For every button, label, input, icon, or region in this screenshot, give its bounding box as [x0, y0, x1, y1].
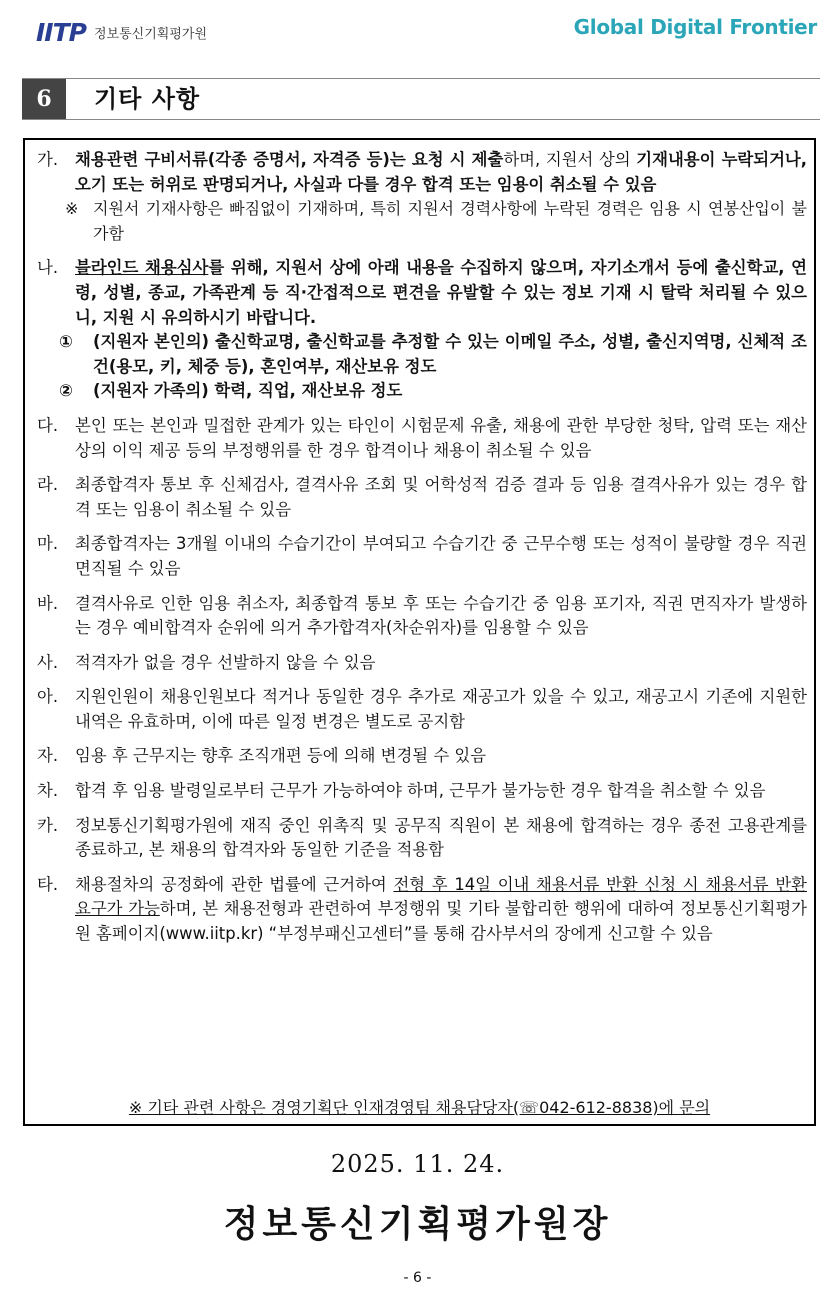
- item-label: 아.: [37, 687, 59, 707]
- list-item: [37, 148, 807, 197]
- list-item: [37, 532, 807, 581]
- logo-text: 정보통신기획평가원: [93, 27, 208, 42]
- item-text: 임용 후 근무지는 향후 조직개편 등에 의해 변경될 수 있음: [75, 746, 487, 766]
- list-item: [37, 651, 807, 676]
- item-label: 가.: [37, 150, 59, 169]
- brand-slogan: Global Digital Frontier: [573, 15, 817, 39]
- item-text: 결격사유로 인한 임용 취소자, 최종합격 통보 후 또는 수습기간 중 임용 포기자, 직권 면직자가 발생하는 경우 예비합격자 순위에 의거 추가합격자(차순위자)를 임용할 수 있음: [75, 593, 807, 638]
- note-symbol: ※: [65, 199, 79, 219]
- item-label: 나.: [37, 258, 59, 278]
- item-label: 다.: [37, 415, 59, 435]
- page-number: - 6 -: [403, 1270, 432, 1286]
- item-list: [37, 148, 807, 947]
- item-label: 차.: [37, 781, 59, 801]
- sub-text: (지원자 본인의) 출신학교명, 출신학교를 추정할 수 있는 이메일 주소, 성별, 출신지역명, 신체적 조건(용모, 키, 체중 등), 혼인여부, 재산보유 정도: [93, 332, 807, 376]
- item-text: 하며, 지원서 상의: [503, 150, 631, 169]
- item-text: 합격 후 임용 발령일로부터 근무가 가능하여야 하며, 근무가 불가능한 경우 합격을 취소할 수 있음: [75, 781, 766, 801]
- item-label: 카.: [37, 815, 59, 835]
- sub-item: [59, 379, 807, 404]
- sub-text: (지원자 가족의) 학력, 직업, 재산보유 정도: [93, 381, 403, 401]
- list-item: [37, 414, 807, 463]
- list-item: [37, 685, 807, 734]
- sub-item: [59, 330, 807, 379]
- item-text-underlined: 블라인드 채용심사: [75, 258, 209, 278]
- item-text: 지원인원이 채용인원보다 적거나 동일한 경우 추가로 재공고가 있을 수 있고, 재공고시 기존에 지원한 내역은 유효하며, 이에 따른 일정 변경은 별도로 공지함: [75, 687, 807, 731]
- item-label: 사.: [37, 652, 59, 672]
- item-text-bold: 채용관련 구비서류(각종 증명서, 자격증 등)는 요청 시 제출: [75, 150, 504, 169]
- section-heading: [22, 78, 820, 120]
- contact-footnote: [25, 1095, 814, 1118]
- content-box: [23, 138, 816, 1126]
- page-header: [0, 0, 835, 62]
- document-date: 2025. 11. 24.: [330, 1150, 505, 1178]
- footnote-text: ※ 기타 관련 사항은 경영기획단 인재경영팀 채용담당자(☏042-612-8838)에 문의: [128, 1098, 711, 1117]
- item-text: 정보통신기획평가원에 재직 중인 위촉직 및 공무직 직원이 본 채용에 합격하는 경우 종전 고용관계를 종료하고, 본 채용의 합격자와 동일한 기준을 적용함: [75, 815, 807, 860]
- item-label: 마.: [37, 534, 59, 554]
- item-label: 바.: [37, 593, 59, 613]
- item-text: 하며, 본 채용전형과 관련하여 부정행위 및 기타 불합리한 행위에 대하여 정보통신기획평가원 홈페이지(www.iitp.kr) “부정부패신고센터”를 통해 감사부서의 장에게 신고할 수 있음: [75, 899, 807, 944]
- list-item: [37, 473, 807, 522]
- item-label: 타.: [37, 874, 59, 894]
- divider: [22, 78, 820, 79]
- item-text-bold: 를 위해, 지원서 상에 아래 내용을 수집하지 않으며, 자기소개서 등에 출신학교, 연령, 성별, 종교, 가족관계 등 직·간접적으로 편견을 유발할 수 있는 정보 기재 시 탈락 처리될 수 있으니, 지원 시 유의하시기 바랍니다.: [75, 258, 807, 327]
- item-text: 적격자가 없을 경우 선발하지 않을 수 있음: [75, 652, 376, 672]
- item-text: 본인 또는 본인과 밀접한 관계가 있는 타인이 시험문제 유출, 채용에 관한 부당한 청탁, 압력 또는 재산상의 이익 제공 등의 부정행위를 한 경우 합격이나 채용이 취소될 수 있음: [75, 415, 807, 460]
- divider: [22, 119, 820, 120]
- list-item: [37, 256, 807, 330]
- sub-symbol: ①: [59, 332, 73, 352]
- section-number: 6: [22, 79, 66, 119]
- sub-symbol: ②: [59, 381, 73, 401]
- item-label: 자.: [37, 746, 59, 766]
- item-text-bold: 기재내용이 누락되거나, 오기 또는 허위로 판명되거나, 사실과 다를 경우 합격 또는 임용이 취소될 수 있음: [75, 150, 807, 194]
- logo-mark: IITP: [36, 18, 86, 47]
- section-title: 기타 사항: [94, 85, 201, 113]
- list-item: [37, 873, 807, 947]
- item-text: 채용절차의 공정화에 관한 법률에 근거하여: [75, 874, 394, 894]
- note: [65, 197, 807, 246]
- list-item: [37, 744, 807, 769]
- list-item: [37, 814, 807, 863]
- note-text: 지원서 기재사항은 빠짐없이 기재하며, 특히 지원서 경력사항에 누락된 경력은 임용 시 연봉산입이 불가함: [93, 199, 807, 243]
- list-item: [37, 592, 807, 641]
- list-item: [37, 779, 807, 804]
- iitp-logo: [36, 18, 207, 47]
- item-text: 최종합격자는 3개월 이내의 수습기간이 부여되고 수습기간 중 근무수행 또는 성적이 불량할 경우 직권 면직될 수 있음: [75, 534, 807, 578]
- signer-title: 정보통신기획평가원장: [223, 1204, 612, 1245]
- item-text-underlined: 전형 후 14일 이내 채용서류 반환 신청 시 채용서류 반환 요구가 가능: [75, 874, 807, 919]
- item-label: 라.: [37, 475, 59, 495]
- item-text: 최종합격자 통보 후 신체검사, 결격사유 조회 및 어학성적 검증 결과 등 임용 결격사유가 있는 경우 합격 또는 임용이 취소될 수 있음: [75, 475, 807, 519]
